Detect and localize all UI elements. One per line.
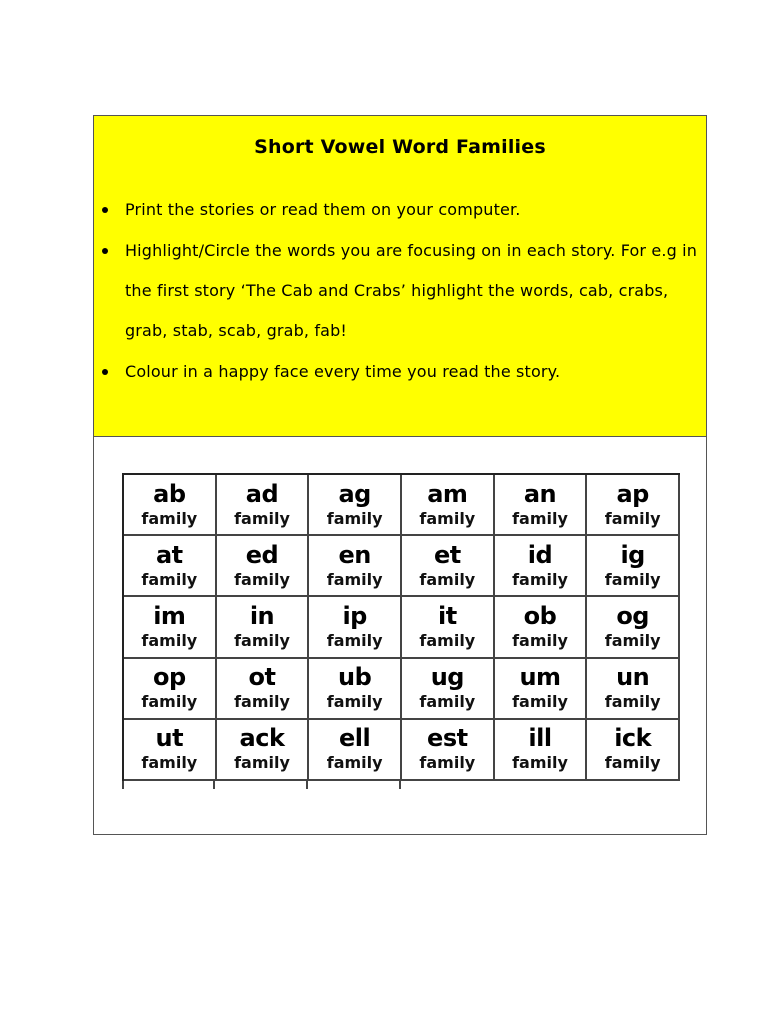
word-family-cell — [309, 597, 402, 658]
word-family-ending: ap — [616, 479, 649, 508]
word-family-label: family — [512, 630, 568, 650]
word-family-label: family — [604, 753, 661, 773]
word-family-ending: ab — [153, 479, 186, 508]
word-family-table — [122, 473, 680, 789]
word-family-label: family — [512, 508, 568, 528]
word-family-cell — [124, 597, 217, 658]
word-family-label: family — [234, 753, 290, 773]
word-family-ending: ot — [248, 663, 276, 692]
instruction-text: Print the stories or read them on your computer. — [125, 200, 521, 219]
word-family-ending: ug — [430, 663, 464, 692]
word-family-label: family — [512, 569, 568, 589]
word-family-cell — [124, 475, 217, 536]
instructions-panel — [94, 116, 706, 437]
word-family-ending: et — [433, 540, 461, 569]
instruction-list — [94, 190, 706, 392]
table-edge-stub — [122, 781, 124, 789]
word-family-cell — [587, 720, 680, 781]
bullet-icon — [102, 248, 108, 254]
word-family-label: family — [141, 753, 198, 773]
word-family-ending: est — [427, 724, 468, 753]
word-family-label: family — [141, 508, 198, 528]
word-family-ending: ub — [338, 663, 372, 692]
word-family-cell — [587, 536, 680, 597]
word-family-label: family — [326, 569, 383, 589]
word-family-label: family — [141, 630, 198, 650]
word-family-cell — [495, 659, 588, 720]
instruction-item — [94, 190, 706, 230]
word-family-ending: at — [155, 540, 183, 569]
word-family-ending: um — [519, 663, 561, 692]
word-family-label: family — [512, 692, 568, 712]
word-family-ending: en — [338, 540, 371, 569]
word-family-ending: am — [427, 479, 468, 508]
word-family-ending: ip — [342, 601, 367, 630]
word-family-label: family — [326, 692, 383, 712]
word-family-label: family — [141, 569, 198, 589]
bullet-icon — [102, 207, 108, 213]
word-family-ending: ob — [523, 601, 557, 630]
word-family-ending: im — [153, 601, 186, 630]
word-family-cell — [217, 475, 310, 536]
table-edge-stub — [399, 781, 401, 789]
word-family-ending: in — [249, 601, 275, 630]
word-family-label: family — [234, 692, 290, 712]
word-family-cell — [217, 536, 310, 597]
word-family-ending: og — [616, 601, 649, 630]
word-family-cell — [587, 659, 680, 720]
word-family-label: family — [141, 692, 198, 712]
word-family-cell — [402, 659, 495, 720]
word-family-label: family — [604, 569, 661, 589]
word-family-cell — [402, 536, 495, 597]
word-family-cell — [309, 659, 402, 720]
table-edge-stub — [213, 781, 215, 789]
word-family-ending: ill — [528, 724, 552, 753]
word-family-ending: ack — [239, 724, 285, 753]
instruction-item — [94, 231, 706, 351]
word-family-cell — [217, 720, 310, 781]
word-family-label: family — [419, 753, 476, 773]
word-family-ending: op — [152, 663, 186, 692]
word-family-cell — [495, 536, 588, 597]
bullet-icon — [102, 369, 108, 375]
word-family-ending: ut — [155, 724, 184, 753]
word-family-cell — [402, 720, 495, 781]
word-family-label: family — [234, 569, 290, 589]
word-family-label: family — [604, 692, 661, 712]
word-family-cell — [402, 475, 495, 536]
word-family-cell — [217, 597, 310, 658]
word-family-cell — [587, 597, 680, 658]
word-family-label: family — [419, 692, 476, 712]
word-family-label: family — [604, 508, 661, 528]
word-family-label: family — [234, 630, 290, 650]
word-family-ending: id — [527, 540, 553, 569]
word-family-label: family — [326, 753, 383, 773]
word-family-ending: ad — [245, 479, 279, 508]
word-family-label: family — [419, 569, 476, 589]
word-family-grid — [122, 473, 680, 781]
word-family-label: family — [326, 630, 383, 650]
word-family-ending: un — [616, 663, 650, 692]
word-family-ending: ed — [245, 540, 279, 569]
word-family-cell — [495, 720, 588, 781]
word-family-cell — [309, 475, 402, 536]
word-family-cell — [309, 720, 402, 781]
word-family-ending: ag — [338, 479, 371, 508]
word-family-cell — [495, 597, 588, 658]
word-family-label: family — [326, 508, 383, 528]
word-family-cell — [587, 475, 680, 536]
word-family-ending: an — [523, 479, 557, 508]
word-family-cell — [124, 659, 217, 720]
word-family-label: family — [419, 508, 476, 528]
word-family-ending: ig — [620, 540, 645, 569]
instruction-text: Highlight/Circle the words you are focusing on in each story. For e.g in the first story ‘The Cab and Crabs’ highlight the words, cab, crabs, grab, stab, scab, grab, fab! — [125, 241, 698, 340]
word-family-ending: ick — [614, 724, 652, 753]
word-family-label: family — [234, 508, 290, 528]
word-family-cell — [402, 597, 495, 658]
word-family-ending: ell — [339, 724, 371, 753]
word-family-ending: it — [437, 601, 457, 630]
word-family-cell — [124, 536, 217, 597]
word-family-cell — [124, 720, 217, 781]
word-family-label: family — [512, 753, 568, 773]
instruction-text: Colour in a happy face every time you read the story. — [125, 362, 561, 381]
instruction-item — [94, 352, 706, 392]
document-page — [93, 115, 707, 835]
word-family-cell — [495, 475, 588, 536]
word-family-label: family — [419, 630, 476, 650]
word-family-cell — [217, 659, 310, 720]
word-family-label: family — [604, 630, 661, 650]
table-edge-stub — [306, 781, 308, 789]
page-title: Short Vowel Word Families — [254, 136, 546, 158]
word-family-cell — [309, 536, 402, 597]
